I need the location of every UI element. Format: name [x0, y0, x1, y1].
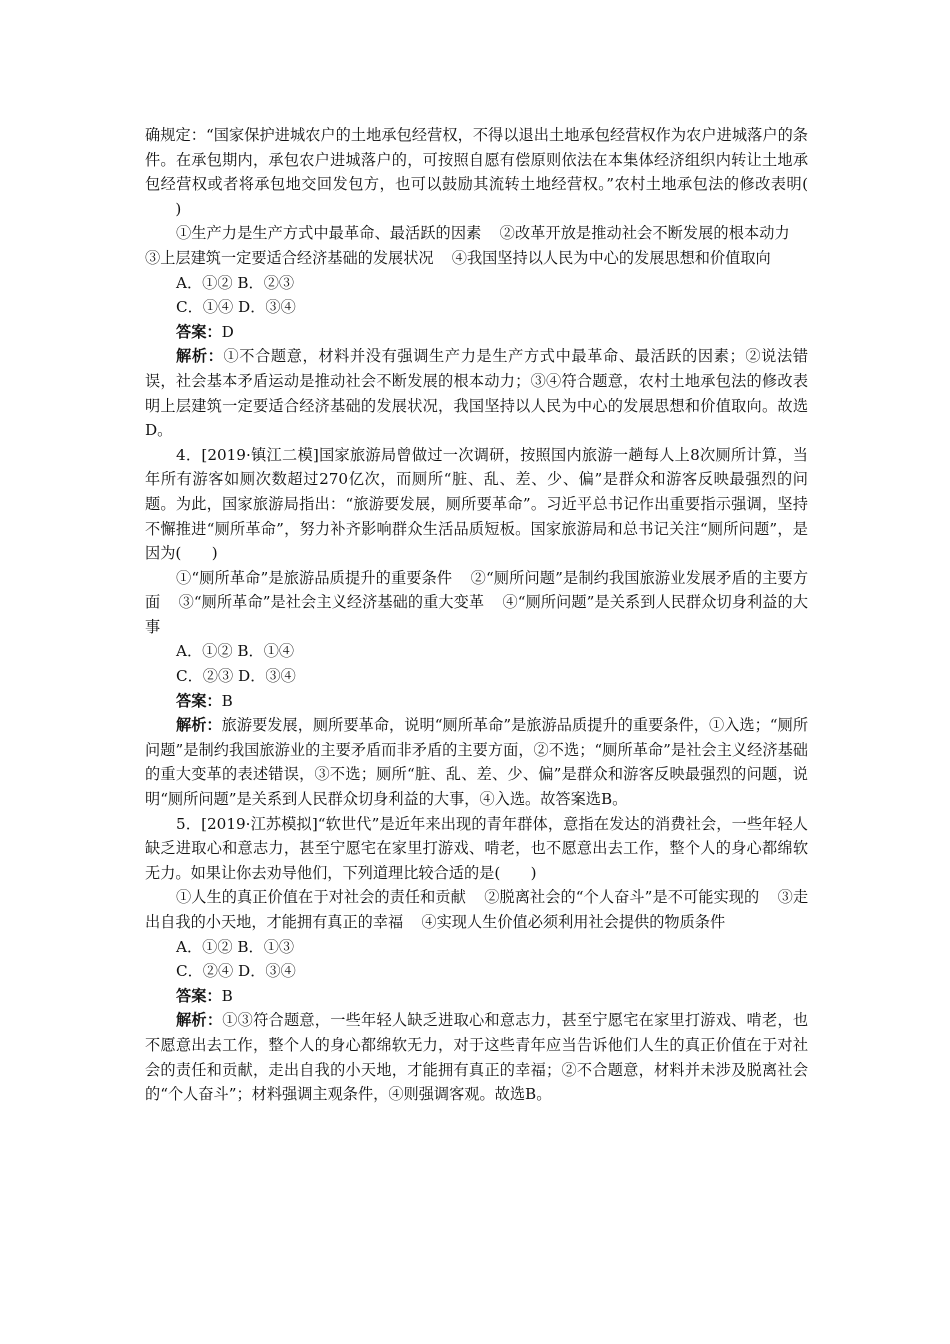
statement-3: ③“厕所革命”是社会主义经济基础的重大变革: [178, 593, 485, 612]
analysis-text: ①③符合题意，一些年轻人缺乏进取心和意志力，甚至宁愿宅在家里打游戏、啃老，也不愿意出去工作，整个人的身心都绵软无力，对于这些青年应当告诉他们人生的真正价值在于对社会的责任和贡献，走出自我的小天地，才能拥有真正的幸福；②不合题意，材料并未涉及脱离社会的“个人奋斗”；材料强调主观条件，④则强调客观。故选B。: [145, 1011, 809, 1104]
analysis-text: 旅游要发展，厕所要革命，说明“厕所革命”是旅游品质提升的重要条件，①入选；“厕所问题”是制约我国旅游业的主要矛盾而非矛盾的主要方面，②不选；“厕所革命”是社会主义经济基础的重大变革的表述错误，③不选；厕所“脏、乱、差、少、偏”是群众和游客反映最强烈的问题，说明“厕所问题”是关系到人民群众切身利益的大事，④入选。故答案选B。: [145, 716, 809, 809]
statement-1: ①人生的真正价值在于对社会的责任和贡献: [176, 888, 466, 907]
question-5-stem-text: 5．[2019·江苏模拟]“软世代”是近年来出现的青年群体，意指在发达的消费社会，一些年轻人缺乏进取心和意志力，甚至宁愿宅在家里打游戏、啃老，也不愿意出去工作，整个人的身心都绵软无力。如果让你去劝导他们，下列道理比较合适的是(: [145, 814, 808, 882]
question-3-stem: 确规定：“国家保护进城农户的土地承包经营权，不得以退出土地承包经营权作为农户进城落户的条件。在承包期内，承包农户进城落户的，可按照自愿有偿原则依法在本集体经济组织内转让土地承包经营权或者将承包地交回发包方，也可以鼓励其流转土地经营权。”农村土地承包法的修改表明(): [145, 126, 808, 218]
question-3-analysis: [145, 344, 808, 442]
statement-1: ①生产力是生产方式中最革命、最活跃的因素: [176, 224, 482, 243]
document-page: [145, 123, 808, 1107]
question-4-stem-text: 4．[2019·镇江二模]国家旅游局曾做过一次调研，按照国内旅游一趟每人上8次厕所计算，当年所有游客如厕次数超过270亿次，而厕所“脏、乱、差、少、偏”是群众和游客反映最强烈的问题。为此，国家旅游局指出：“旅游要发展，厕所要革命”。习近平总书记作出重要指示强调，坚持不懈推进“厕所革命”，努力补齐影响群众生活品质短板。国家旅游局和总书记关注“厕所问题”，是因为(: [145, 445, 808, 563]
answer-value: B: [221, 986, 233, 1005]
option-a: A．①②: [176, 642, 233, 661]
question-5-items: [145, 885, 808, 934]
answer-label: 答案：: [176, 986, 222, 1005]
statement-2: ②脱离社会的“个人奋斗”是不可能实现的: [484, 888, 760, 907]
statement-1: ①“厕所革命”是旅游品质提升的重要条件: [176, 568, 453, 587]
option-d: D．③④: [238, 298, 296, 317]
question-4-answer: [145, 689, 808, 714]
analysis-label: 解析：: [176, 347, 224, 366]
question-3-stem-text: 确规定：“国家保护进城农户的土地承包经营权，不得以退出土地承包经营权作为农户进城落户的条件。在承包期内，承包农户进城落户的，可按照自愿有偿原则依法在本集体经济组织内转让土地承包经营权或者将承包地交回发包方，也可以鼓励其流转土地经营权。”农村土地承包法的修改表明(: [145, 126, 808, 194]
question-3-answer: [145, 320, 808, 345]
question-3-options-ab: [145, 271, 808, 296]
question-4-options-ab: [145, 639, 808, 664]
option-c: C．②③: [176, 667, 234, 686]
statement-4: ④我国坚持以人民为中心的发展思想和价值取向: [451, 248, 771, 267]
statement-2: ②改革开放是推动社会不断发展的根本动力: [499, 224, 790, 243]
answer-value: D: [221, 322, 234, 341]
option-d: D．③④: [238, 667, 296, 686]
option-a: A．①②: [176, 273, 233, 292]
answer-label: 答案：: [176, 691, 222, 710]
option-c: C．②④: [176, 962, 234, 981]
question-3-options-cd: [145, 295, 808, 320]
question-4-stem: 4．[2019·镇江二模]国家旅游局曾做过一次调研，按照国内旅游一趟每人上8次厕所计算，当年所有游客如厕次数超过270亿次，而厕所“脏、乱、差、少、偏”是群众和游客反映最强烈的问题。为此，国家旅游局指出：“旅游要发展，厕所要革命”。习近平总书记作出重要指示强调，坚持不懈推进“厕所革命”，努力补齐影响群众生活品质短板。国家旅游局和总书记关注“厕所问题”，是因为( ): [145, 445, 808, 563]
analysis-label: 解析：: [176, 716, 222, 735]
statement-3: ③走出自我的小天地，才能拥有真正的幸福: [145, 888, 809, 931]
option-c: C．①④: [176, 298, 234, 317]
statement-2: ②“厕所问题”是制约我国旅游业发展矛盾的主要方面: [145, 568, 809, 612]
question-5-options-cd: [145, 959, 808, 984]
question-5-stem: 5．[2019·江苏模拟]“软世代”是近年来出现的青年群体，意指在发达的消费社会，一些年轻人缺乏进取心和意志力，甚至宁愿宅在家里打游戏、啃老，也不愿意出去工作，整个人的身心都绵软无力。如果让你去劝导他们，下列道理比较合适的是( ): [145, 814, 808, 882]
answer-value: B: [221, 691, 233, 710]
question-5-answer: [145, 984, 808, 1009]
option-b: B．①④: [237, 642, 295, 661]
question-4-options-cd: [145, 664, 808, 689]
option-b: B．②③: [237, 273, 295, 292]
question-3-items: [145, 221, 808, 270]
answer-label: 答案：: [176, 322, 222, 341]
option-b: B．①③: [237, 937, 295, 956]
statement-4: ④实现人生价值必须利用社会提供的物质条件: [421, 913, 726, 931]
question-4-items: [145, 566, 808, 640]
option-d: D．③④: [238, 962, 296, 981]
question-5-analysis: [145, 1008, 808, 1106]
question-4-analysis: [145, 713, 808, 811]
option-a: A．①②: [176, 937, 233, 956]
analysis-text: ①不合题意，材料并没有强调生产力是生产方式中最革命、最活跃的因素；②说法错误，社会基本矛盾运动是推动社会不断发展的根本动力；③④符合题意，农村土地承包法的修改表明上层建筑一定要适合经济基础的发展状况，我国坚持以人民为中心的发展思想和价值取向。故选D。: [145, 347, 809, 440]
question-5-options-ab: [145, 935, 808, 960]
statement-4: ④“厕所问题”是关系到人民群众切身利益的大事: [145, 593, 809, 636]
statement-3: ③上层建筑一定要适合经济基础的发展状况: [145, 248, 434, 267]
analysis-label: 解析：: [176, 1011, 223, 1030]
